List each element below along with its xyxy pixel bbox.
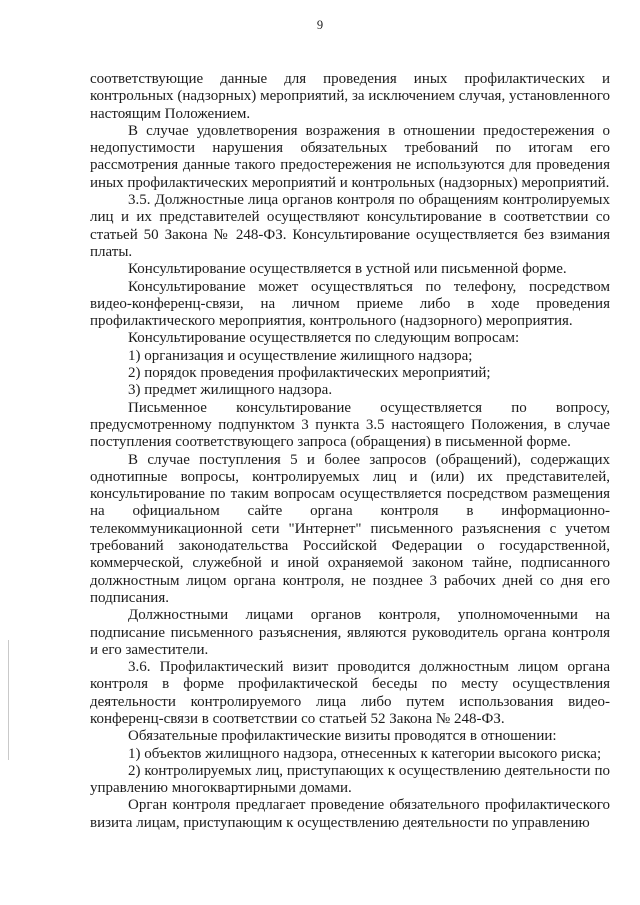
paragraph-written-consult: Письменное консультирование осуществляется по вопросу, предусмотренному подпунктом 3 пункта 3.5 настоящего Положения, в случае поступления соответствующего запроса (обращения) в письменной форме. (90, 399, 610, 451)
paragraph-mandatory-visits: Обязательные профилактические визиты проводятся в отношении: (128, 728, 557, 745)
paragraph-3-6: 3.6. Профилактический визит проводится должностным лицом органа контроля в форме профилактической беседы по месту осуществления деятельности контролируемого лица либо путем использования видео-конференц-связи в соответствии со статьей 52 Закона № 248-ФЗ. (90, 659, 610, 727)
list-item-visit-1: 1) объектов жилищного надзора, отнесенных к категории высокого риска; (128, 745, 602, 762)
document-body (90, 71, 610, 832)
list-item-1: 1) организация и осуществление жилищного надзора; (128, 347, 473, 364)
paragraph-multiple-requests: В случае поступления 5 и более запросов (обращений), содержащих однотипные вопросы, контролируемых лиц и (или) их представителей, консультирование по таким вопросам осуществляется посредством размещения на официальном сайте органа контроля в информационно-телекоммуникационной сети "Интернет" письменного разъяснения с учетом требований законодательства Российской Федерации о государственной, коммерческой, служебной и иной охраняемой законом тайне, подписанного должностным лицом органа контроля, не позднее 3 рабочих дней со дня его подписания. (90, 451, 610, 606)
list-item-visit-2: 2) контролируемых лиц, приступающих к осуществлению деятельности по управлению многоквартирными домами. (90, 762, 610, 797)
scan-edge-mark (8, 640, 9, 760)
list-item-3: 3) предмет жилищного надзора. (128, 382, 333, 399)
paragraph-continuation: соответствующие данные для проведения иных профилактических и контрольных (надзорных) мероприятий, за исключением случая, установленного настоящим Положением. (90, 71, 610, 122)
paragraph-objection: В случае удовлетворения возражения в отношении предостережения о недопустимости нарушения обязательных требований по итогам его рассмотрения данные такого предостережения не используются для проведения иных профилактических мероприятий и контрольных (надзорных) мероприятий. (90, 122, 610, 191)
paragraph-authorized-officials: Должностными лицами органов контроля, уполномоченными на подписание письменного разъяснения, являются руководитель органа контроля и его заместители. (90, 607, 610, 658)
paragraph-consult-form: Консультирование осуществляется в устной или письменной форме. (128, 261, 567, 278)
paragraph-consult-means: Консультирование может осуществляться по телефону, посредством видео-конференц-связи, на личном приеме либо в ходе проведения профилактического мероприятия, контрольного (надзорного) мероприятия. (90, 278, 610, 330)
paragraph-consult-topics: Консультирование осуществляется по следующим вопросам: (128, 330, 520, 347)
paragraph-3-5: 3.5. Должностные лица органов контроля по обращениям контролируемых лиц и их представителей осуществляют консультирование в соответствии со статьей 50 Закона № 248-ФЗ. Консультирование осуществляется без взимания платы. (90, 192, 610, 260)
paragraph-control-body-offer: Орган контроля предлагает проведение обязательного профилактического визита лицам, приступающим к осуществлению деятельности по управлению (90, 797, 610, 831)
list-item-2: 2) порядок проведения профилактических мероприятий; (128, 365, 491, 382)
page-number: 9 (316, 18, 324, 32)
